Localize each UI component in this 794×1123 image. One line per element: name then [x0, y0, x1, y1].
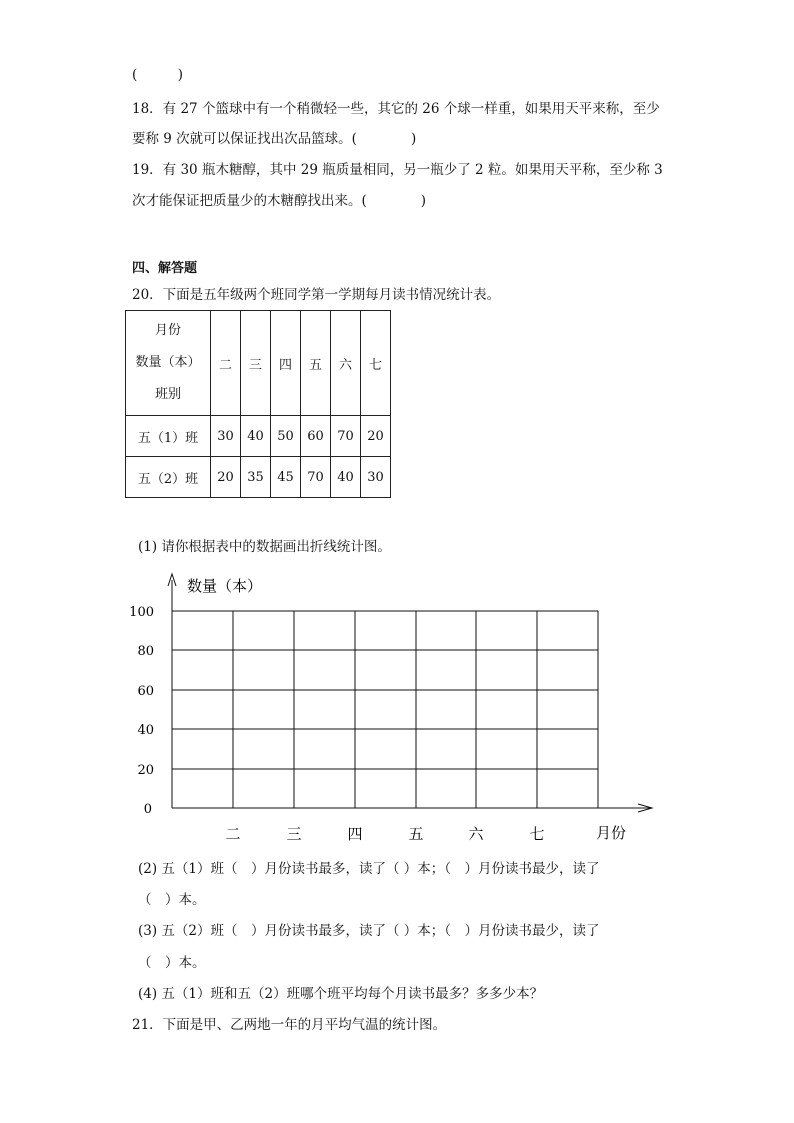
x-tick-label: 二 — [225, 825, 241, 843]
q19-line1: 19．有 30 瓶木糖醇，其中 29 瓶质量相同，另一瓶少了 2 粒。如果用天平称，至少称 3 — [132, 162, 663, 178]
y-tick-label: 0 — [143, 802, 152, 817]
q19-line2: 次才能保证把质量少的木糖醇找出来。( ) — [132, 193, 427, 209]
month-header: 四 — [271, 311, 301, 416]
x-axis-title: 月份 — [596, 824, 627, 842]
y-axis-title: 数量（本） — [187, 577, 263, 595]
class-name-cell: 五（1）班 — [126, 416, 211, 457]
value-cell: 40 — [331, 457, 361, 498]
month-header: 二 — [211, 311, 241, 416]
q20-part1: (1) 请你根据表中的数据画出折线统计图。 — [138, 539, 391, 555]
class-name-cell: 五（2）班 — [126, 457, 211, 498]
y-tick-label: 20 — [137, 763, 154, 778]
x-tick-label: 五 — [408, 825, 424, 843]
value-cell: 20 — [211, 457, 241, 498]
value-cell: 30 — [211, 416, 241, 457]
q20-part2-line2: （ ）本。 — [138, 892, 206, 908]
x-tick-label: 三 — [286, 825, 302, 843]
q18-line2: 要称 9 次就可以保证找出次品篮球。( ) — [132, 131, 417, 147]
value-cell: 60 — [301, 416, 331, 457]
x-tick-label: 七 — [529, 825, 545, 843]
value-cell: 70 — [331, 416, 361, 457]
q20-part4: (4) 五（1）班和五（2）班哪个班平均每个月读书最多？多多少本？ — [138, 986, 544, 1002]
value-cell: 20 — [361, 416, 391, 457]
value-cell: 45 — [271, 457, 301, 498]
month-header: 五 — [301, 311, 331, 416]
q18-line1: 18．有 27 个篮球中有一个稍微轻一些，其它的 26 个球一样重，如果用天平来称，至少 — [132, 101, 660, 117]
value-cell: 70 — [301, 457, 331, 498]
grid-horizontal — [172, 611, 598, 769]
q21-intro: 21．下面是甲、乙两地一年的月平均气温的统计图。 — [132, 1017, 447, 1033]
grid-vertical — [233, 611, 598, 808]
value-cell: 50 — [271, 416, 301, 457]
y-tick-label: 80 — [137, 644, 154, 659]
y-tick-label: 40 — [137, 723, 154, 738]
month-header: 三 — [241, 311, 271, 416]
month-header: 六 — [331, 311, 361, 416]
q20-part3-line2: （ ）本。 — [138, 955, 206, 971]
x-tick-label: 六 — [468, 825, 484, 843]
value-cell: 35 — [241, 457, 271, 498]
value-cell: 30 — [361, 457, 391, 498]
prev-answer-paren: ( ) — [132, 67, 184, 83]
month-header: 七 — [361, 311, 391, 416]
x-tick-label: 四 — [347, 825, 363, 843]
value-cell: 40 — [241, 416, 271, 457]
y-tick-label: 100 — [129, 605, 154, 620]
q20-part3-line1: (3) 五（2）班（ ）月份读书最多，读了（ ）本；（ ）月份读书最少，读了 — [138, 923, 600, 939]
header-month: 月份 — [154, 323, 181, 338]
header-class: 班别 — [154, 387, 181, 402]
y-tick-label: 60 — [137, 684, 154, 699]
section-title: 四、解答题 — [132, 261, 198, 276]
header-quantity: 数量（本） — [135, 355, 201, 370]
q20-part2-line1: (2) 五（1）班（ ）月份读书最多，读了（ ）本；（ ）月份读书最少，读了 — [138, 861, 600, 877]
q20-intro: 20．下面是五年级两个班同学第一学期每月读书情况统计表。 — [132, 287, 501, 303]
